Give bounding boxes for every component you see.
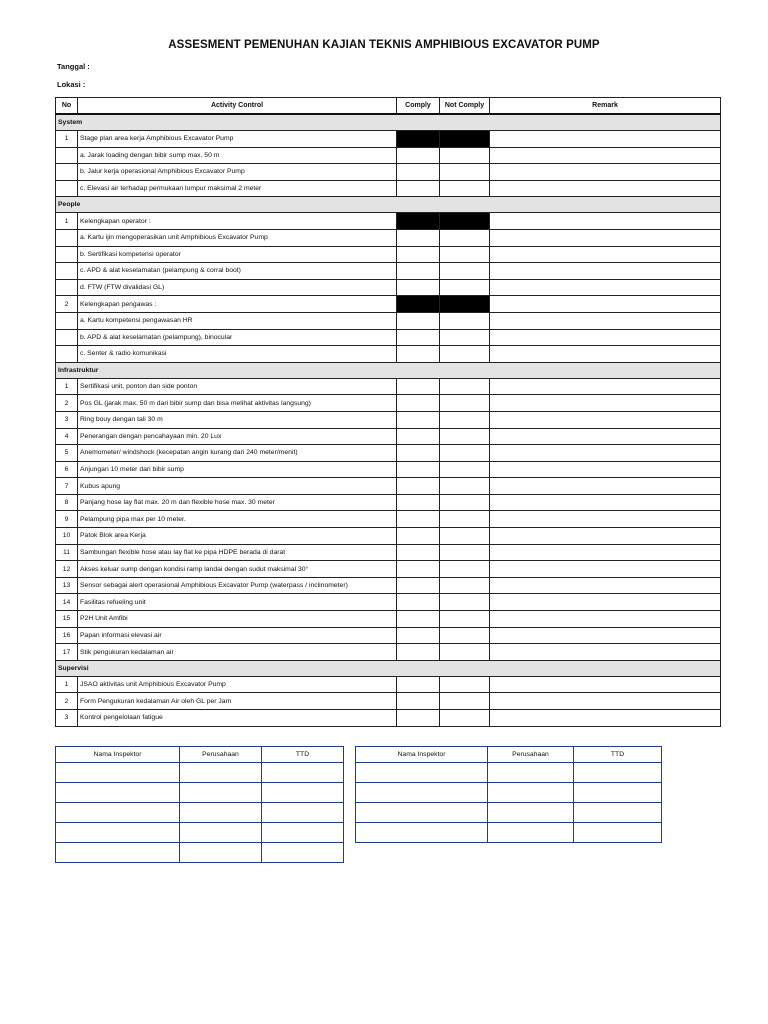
table-row: [56, 246, 721, 263]
table-row: [56, 461, 721, 478]
signature-row: [56, 823, 344, 843]
sig-cell[interactable]: [180, 843, 262, 863]
table-row: [56, 147, 721, 164]
remark-cell[interactable]: [490, 676, 721, 693]
comply-cell[interactable]: [397, 395, 440, 412]
activity-text: Anemometer/ windshock (kecepatan angin kurang dari 240 meter/menit): [78, 445, 397, 462]
row-number: 17: [56, 644, 78, 661]
remark-cell[interactable]: [490, 710, 721, 727]
sig-cell[interactable]: [180, 803, 262, 823]
not-comply-cell[interactable]: [440, 577, 490, 594]
sig-cell[interactable]: [574, 783, 662, 803]
activity-text: Akses keluar sump dengan kondisi ramp landai dengan sudut maksimal 30°: [78, 561, 397, 578]
table-row: [56, 296, 721, 313]
remark-cell[interactable]: [490, 312, 721, 329]
sig-cell[interactable]: [56, 803, 180, 823]
remark-cell[interactable]: [490, 561, 721, 578]
signature-row: [356, 823, 662, 843]
not-comply-cell[interactable]: [440, 594, 490, 611]
sig-cell[interactable]: [488, 823, 574, 843]
activity-text: Form Pengukuran kedalaman Air oleh GL per Jam: [78, 693, 397, 710]
row-number: 15: [56, 611, 78, 628]
sig-right-nama-header: Nama Inspektor: [356, 747, 488, 763]
comply-cell: [397, 296, 440, 313]
remark-cell[interactable]: [490, 511, 721, 528]
row-number: 7: [56, 478, 78, 495]
row-number: 1: [56, 213, 78, 230]
not-comply-cell[interactable]: [440, 180, 490, 197]
table-row: [56, 180, 721, 197]
sig-cell[interactable]: [574, 763, 662, 783]
not-comply-cell[interactable]: [440, 378, 490, 395]
activity-text: Papan informasi elevasi air: [78, 627, 397, 644]
sig-cell[interactable]: [180, 763, 262, 783]
remark-cell[interactable]: [490, 445, 721, 462]
activity-text: c. APD & alat keselamatan (pelampung & corral boot): [78, 263, 397, 280]
row-number: [56, 263, 78, 280]
assessment-table: [55, 97, 721, 727]
not-comply-cell[interactable]: [440, 693, 490, 710]
section-row-supervisi: [56, 660, 721, 676]
table-row: [56, 511, 721, 528]
row-number: 16: [56, 627, 78, 644]
remark-cell[interactable]: [490, 611, 721, 628]
comply-cell[interactable]: [397, 246, 440, 263]
remark-cell[interactable]: [490, 131, 721, 148]
sig-cell[interactable]: [356, 783, 488, 803]
table-row: [56, 594, 721, 611]
table-row: [56, 329, 721, 346]
signature-table-left: [55, 746, 344, 863]
table-row: [56, 131, 721, 148]
table-row: [56, 544, 721, 561]
table-row: [56, 346, 721, 363]
remark-cell[interactable]: [490, 494, 721, 511]
remark-cell[interactable]: [490, 296, 721, 313]
sig-cell[interactable]: [356, 803, 488, 823]
row-number: 1: [56, 676, 78, 693]
comply-cell[interactable]: [397, 528, 440, 545]
remark-cell[interactable]: [490, 229, 721, 246]
sig-left-nama-header: Nama Inspektor: [56, 747, 180, 763]
table-row: [56, 710, 721, 727]
signature-row: [56, 843, 344, 863]
not-comply-cell: [440, 213, 490, 230]
comply-cell[interactable]: [397, 312, 440, 329]
remark-cell[interactable]: [490, 693, 721, 710]
row-number: 1: [56, 131, 78, 148]
table-row: [56, 494, 721, 511]
comply-cell: [397, 213, 440, 230]
row-number: 12: [56, 561, 78, 578]
sig-cell[interactable]: [56, 823, 180, 843]
row-number: [56, 180, 78, 197]
table-row: [56, 445, 721, 462]
not-comply-cell[interactable]: [440, 263, 490, 280]
sig-cell[interactable]: [574, 823, 662, 843]
remark-cell[interactable]: [490, 329, 721, 346]
row-number: [56, 346, 78, 363]
table-row: [56, 312, 721, 329]
remark-cell[interactable]: [490, 395, 721, 412]
not-comply-cell[interactable]: [440, 346, 490, 363]
sig-left-ttd-header: TTD: [262, 747, 344, 763]
activity-text: Fasilitas refueling unit: [78, 594, 397, 611]
row-number: 6: [56, 461, 78, 478]
activity-text: Stage plan area kerja Amphibious Excavator Pump: [78, 131, 397, 148]
lokasi-label: Lokasi :: [57, 80, 86, 89]
signature-row: [356, 803, 662, 823]
table-row: [56, 528, 721, 545]
comply-cell[interactable]: [397, 644, 440, 661]
row-number: [56, 312, 78, 329]
comply-cell[interactable]: [397, 627, 440, 644]
comply-cell[interactable]: [397, 180, 440, 197]
comply-cell[interactable]: [397, 411, 440, 428]
comply-cell[interactable]: [397, 147, 440, 164]
sig-cell[interactable]: [56, 763, 180, 783]
sig-cell[interactable]: [574, 803, 662, 823]
not-comply-cell[interactable]: [440, 676, 490, 693]
not-comply-cell[interactable]: [440, 461, 490, 478]
signature-row: [56, 763, 344, 783]
section-row-infrastruktur: [56, 362, 721, 378]
table-row: [56, 411, 721, 428]
table-body: [56, 114, 721, 726]
remark-cell[interactable]: [490, 528, 721, 545]
activity-text: a. Jarak loading dengan bibir sump max. 50 m: [78, 147, 397, 164]
not-comply-cell[interactable]: [440, 494, 490, 511]
activity-text: a. Kartu ijin mengoperasikan unit Amphibious Excavator Pump: [78, 229, 397, 246]
remark-cell[interactable]: [490, 279, 721, 296]
table-row: [56, 263, 721, 280]
row-number: 5: [56, 445, 78, 462]
not-comply-cell[interactable]: [440, 147, 490, 164]
activity-text: Pelampung pipa max per 10 meter.: [78, 511, 397, 528]
sig-cell[interactable]: [488, 763, 574, 783]
row-number: [56, 246, 78, 263]
not-comply-cell[interactable]: [440, 627, 490, 644]
comply-cell: [397, 131, 440, 148]
sig-cell[interactable]: [356, 763, 488, 783]
comply-cell[interactable]: [397, 676, 440, 693]
col-not-comply-header: Not Comply: [440, 98, 490, 115]
comply-cell[interactable]: [397, 611, 440, 628]
sig-cell[interactable]: [262, 763, 344, 783]
sig-cell[interactable]: [56, 783, 180, 803]
table-row: [56, 279, 721, 296]
sig-cell[interactable]: [356, 823, 488, 843]
activity-text: Panjang hose lay flat max. 20 m dan flexible hose max. 30 meter: [78, 494, 397, 511]
activity-text: Kelengkapan operator :: [78, 213, 397, 230]
remark-cell[interactable]: [490, 411, 721, 428]
activity-text: Ring bouy dengan tali 30 m: [78, 411, 397, 428]
row-number: 1: [56, 378, 78, 395]
comply-cell[interactable]: [397, 544, 440, 561]
table-row: [56, 627, 721, 644]
activity-text: b. Sertifikasi kompetensi operator: [78, 246, 397, 263]
tanggal-label: Tanggal :: [57, 62, 90, 71]
activity-text: Sensor sebagai alert operasional Amphibious Excavator Pump (waterpass / inclinometer): [78, 577, 397, 594]
sig-cell[interactable]: [262, 783, 344, 803]
table-row: [56, 164, 721, 181]
col-no-header: No: [56, 98, 78, 115]
remark-cell[interactable]: [490, 594, 721, 611]
comply-cell[interactable]: [397, 478, 440, 495]
not-comply-cell[interactable]: [440, 611, 490, 628]
col-remark-header: Remark: [490, 98, 721, 115]
comply-cell[interactable]: [397, 494, 440, 511]
table-row: [56, 213, 721, 230]
section-title: Supervisi: [56, 660, 721, 676]
row-number: [56, 229, 78, 246]
row-number: 2: [56, 395, 78, 412]
remark-cell[interactable]: [490, 577, 721, 594]
activity-text: Sertifikasi unit, ponton dan side ponton: [78, 378, 397, 395]
col-comply-header: Comply: [397, 98, 440, 115]
not-comply-cell[interactable]: [440, 445, 490, 462]
activity-text: Sambungan flexible hose atau lay flat ke pipa HDPE berada di darat: [78, 544, 397, 561]
row-number: 2: [56, 693, 78, 710]
table-row: [56, 676, 721, 693]
comply-cell[interactable]: [397, 561, 440, 578]
not-comply-cell[interactable]: [440, 561, 490, 578]
not-comply-cell[interactable]: [440, 528, 490, 545]
sig-cell[interactable]: [488, 803, 574, 823]
activity-text: Kelengkapan pengawas :: [78, 296, 397, 313]
table-row: [56, 561, 721, 578]
activity-text: JSAO aktivitas unit Amphibious Excavator Pump: [78, 676, 397, 693]
signature-table-right: [355, 746, 662, 843]
row-number: 14: [56, 594, 78, 611]
row-number: 2: [56, 296, 78, 313]
section-row-system: [56, 114, 721, 131]
comply-cell[interactable]: [397, 378, 440, 395]
comply-cell[interactable]: [397, 229, 440, 246]
row-number: 10: [56, 528, 78, 545]
not-comply-cell[interactable]: [440, 411, 490, 428]
sig-cell[interactable]: [488, 783, 574, 803]
activity-text: b. APD & alat keselamatan (pelampung), binocular: [78, 329, 397, 346]
col-activity-header: Activity Control: [78, 98, 397, 115]
comply-cell[interactable]: [397, 594, 440, 611]
comply-cell[interactable]: [397, 577, 440, 594]
remark-cell[interactable]: [490, 213, 721, 230]
row-number: 11: [56, 544, 78, 561]
activity-text: Stik pengukuran kedalaman air: [78, 644, 397, 661]
table-row: [56, 644, 721, 661]
remark-cell[interactable]: [490, 378, 721, 395]
sig-cell[interactable]: [262, 803, 344, 823]
activity-text: Kubus apung: [78, 478, 397, 495]
signature-row: [356, 763, 662, 783]
sig-cell[interactable]: [56, 843, 180, 863]
table-row: [56, 577, 721, 594]
section-title: System: [56, 114, 721, 131]
table-row: [56, 395, 721, 412]
remark-cell[interactable]: [490, 246, 721, 263]
remark-cell[interactable]: [490, 461, 721, 478]
activity-text: Anjungan 10 meter dari bibir sump: [78, 461, 397, 478]
comply-cell[interactable]: [397, 263, 440, 280]
row-number: [56, 279, 78, 296]
activity-text: d. FTW (FTW divalidasi GL): [78, 279, 397, 296]
row-number: 3: [56, 411, 78, 428]
comply-cell[interactable]: [397, 710, 440, 727]
activity-text: P2H Unit Amfibi: [78, 611, 397, 628]
row-number: 4: [56, 428, 78, 445]
remark-cell[interactable]: [490, 644, 721, 661]
row-number: 9: [56, 511, 78, 528]
table-row: [56, 478, 721, 495]
sig-cell[interactable]: [262, 843, 344, 863]
comply-cell[interactable]: [397, 164, 440, 181]
remark-cell[interactable]: [490, 346, 721, 363]
not-comply-cell[interactable]: [440, 544, 490, 561]
not-comply-cell[interactable]: [440, 478, 490, 495]
row-number: 8: [56, 494, 78, 511]
comply-cell[interactable]: [397, 511, 440, 528]
comply-cell[interactable]: [397, 346, 440, 363]
remark-cell[interactable]: [490, 627, 721, 644]
activity-text: Pos GL (jarak max. 50 m dari bibir sump dan bisa melihat aktivitas langsung): [78, 395, 397, 412]
signature-row: [356, 783, 662, 803]
not-comply-cell[interactable]: [440, 428, 490, 445]
comply-cell[interactable]: [397, 445, 440, 462]
not-comply-cell[interactable]: [440, 246, 490, 263]
table-row: [56, 428, 721, 445]
comply-cell[interactable]: [397, 461, 440, 478]
not-comply-cell: [440, 296, 490, 313]
section-title: People: [56, 197, 721, 213]
remark-cell[interactable]: [490, 147, 721, 164]
not-comply-cell[interactable]: [440, 511, 490, 528]
activity-text: c. Senter & radio komunikasi: [78, 346, 397, 363]
comply-cell[interactable]: [397, 693, 440, 710]
row-number: [56, 164, 78, 181]
activity-text: Kontrol pengelolaan fatigue: [78, 710, 397, 727]
table-row: [56, 378, 721, 395]
activity-text: c. Elevasi air terhadap permukaan lumpur maksimal 2 meter: [78, 180, 397, 197]
remark-cell[interactable]: [490, 544, 721, 561]
remark-cell[interactable]: [490, 428, 721, 445]
not-comply-cell[interactable]: [440, 279, 490, 296]
sig-left-perusahaan-header: Perusahaan: [180, 747, 262, 763]
signature-row: [56, 803, 344, 823]
table-row: [56, 229, 721, 246]
activity-text: Penerangan dengan pencahayaan min. 20 Lux: [78, 428, 397, 445]
remark-cell[interactable]: [490, 180, 721, 197]
table-row: [56, 611, 721, 628]
comply-cell[interactable]: [397, 329, 440, 346]
not-comply-cell[interactable]: [440, 164, 490, 181]
section-row-people: [56, 197, 721, 213]
table-header-row: [56, 98, 721, 115]
signature-row: [56, 783, 344, 803]
row-number: 13: [56, 577, 78, 594]
row-number: 3: [56, 710, 78, 727]
row-number: [56, 147, 78, 164]
comply-cell[interactable]: [397, 428, 440, 445]
sig-right-perusahaan-header: Perusahaan: [488, 747, 574, 763]
activity-text: Patok Blok area Kerja: [78, 528, 397, 545]
table-row: [56, 693, 721, 710]
not-comply-cell[interactable]: [440, 395, 490, 412]
not-comply-cell: [440, 131, 490, 148]
remark-cell[interactable]: [490, 478, 721, 495]
sig-cell[interactable]: [180, 823, 262, 843]
section-title: Infrastruktur: [56, 362, 721, 378]
comply-cell[interactable]: [397, 279, 440, 296]
not-comply-cell[interactable]: [440, 710, 490, 727]
sig-cell[interactable]: [262, 823, 344, 843]
sig-right-ttd-header: TTD: [574, 747, 662, 763]
activity-text: a. Kartu kompetensi pengawasan HR: [78, 312, 397, 329]
not-comply-cell[interactable]: [440, 229, 490, 246]
sig-cell[interactable]: [180, 783, 262, 803]
not-comply-cell[interactable]: [440, 312, 490, 329]
page-title: ASSESMENT PEMENUHAN KAJIAN TEKNIS AMPHIBIOUS EXCAVATOR PUMP: [168, 39, 600, 51]
remark-cell[interactable]: [490, 263, 721, 280]
not-comply-cell[interactable]: [440, 644, 490, 661]
activity-text: b. Jalur kerja operasional Amphibious Excavator Pump: [78, 164, 397, 181]
not-comply-cell[interactable]: [440, 329, 490, 346]
row-number: [56, 329, 78, 346]
remark-cell[interactable]: [490, 164, 721, 181]
